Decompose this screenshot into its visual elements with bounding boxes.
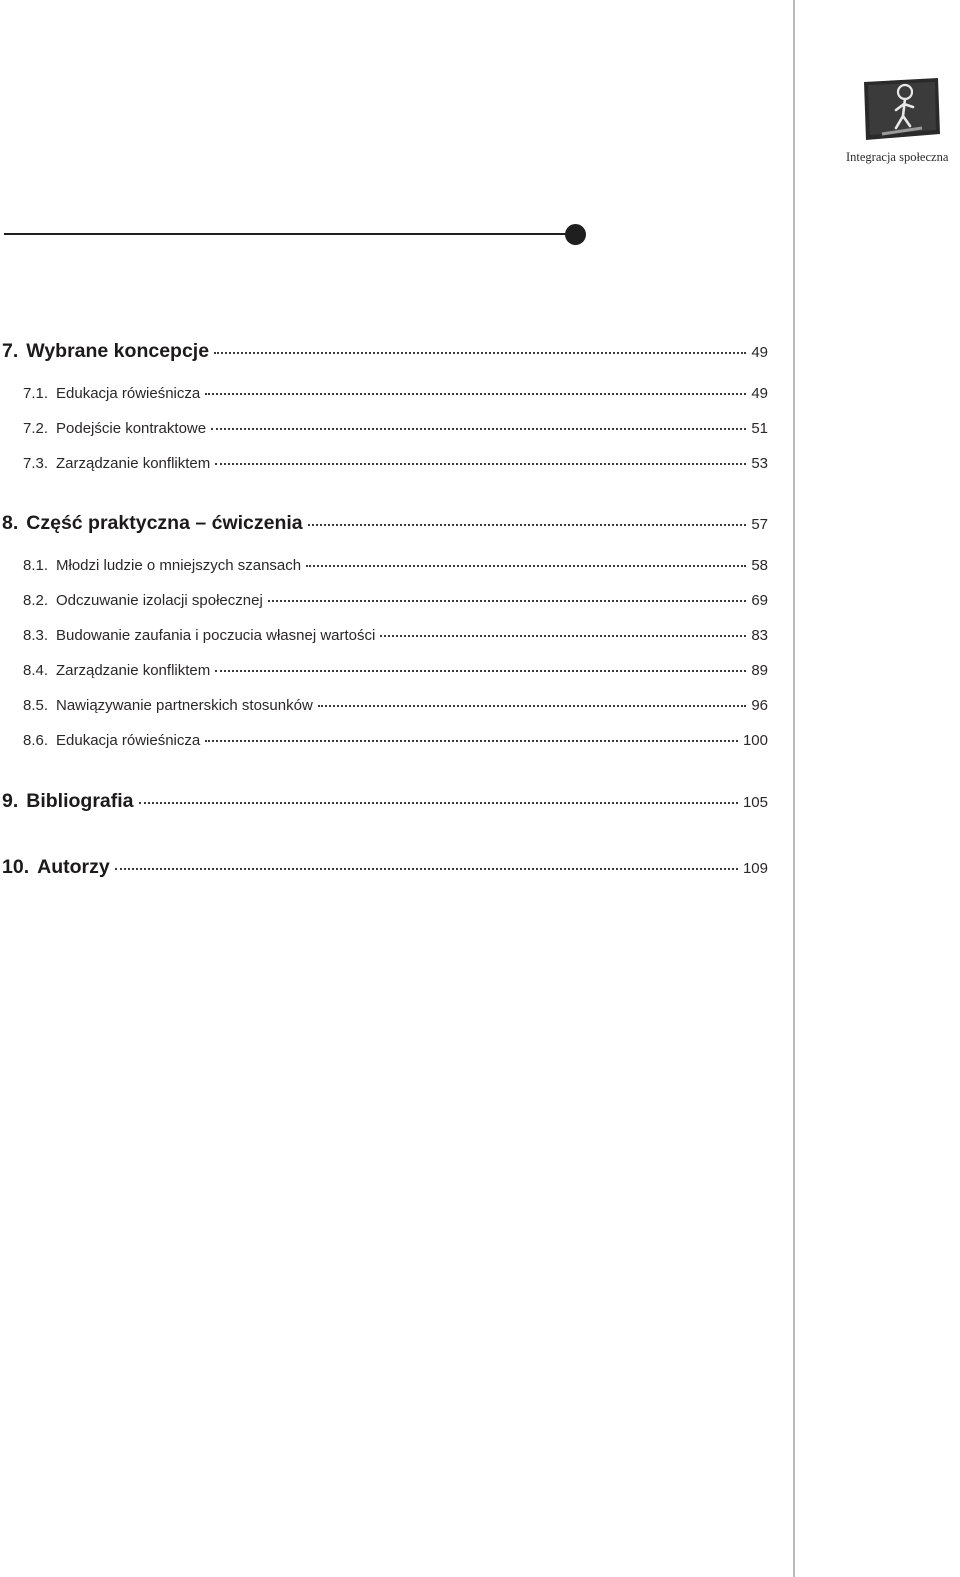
toc-title: Edukacja rówieśnicza	[56, 385, 201, 402]
toc-entry-8-4[interactable]	[0, 662, 768, 679]
toc-page: 49	[751, 385, 768, 402]
toc-page: 53	[751, 455, 768, 472]
toc-page: 89	[751, 662, 768, 679]
toc-number: 8.5.	[23, 697, 49, 714]
toc-page: 69	[751, 592, 768, 609]
toc-entry-8-6[interactable]	[0, 732, 768, 749]
dot-leader	[139, 802, 738, 804]
toc-number: 8.	[2, 512, 19, 534]
toc-entry-8[interactable]	[0, 512, 768, 535]
toc-number: 7.	[2, 340, 19, 362]
toc-number: 8.3.	[23, 627, 49, 644]
toc-title: Nawiązywanie partnerskich stosunków	[56, 697, 313, 714]
dot-leader	[205, 393, 746, 395]
toc-page: 96	[751, 697, 768, 714]
toc-number: 7.1.	[23, 385, 49, 402]
toc-entry-8-1[interactable]	[0, 557, 768, 574]
toc-entry-8-3[interactable]	[0, 627, 768, 644]
toc-page: 58	[751, 557, 768, 574]
dot-leader	[318, 705, 747, 707]
toc-title: Młodzi ludzie o mniejszych szansach	[56, 557, 302, 574]
toc-entry-7[interactable]	[0, 340, 768, 363]
header-rule-dot	[565, 224, 586, 245]
header-rule	[4, 233, 570, 235]
toc-number: 8.4.	[23, 662, 49, 679]
toc-page: 51	[751, 420, 768, 437]
dot-leader	[214, 352, 746, 354]
dot-leader	[380, 635, 746, 637]
toc-page: 57	[751, 516, 768, 533]
dot-leader	[215, 670, 746, 672]
toc-number: 7.2.	[23, 420, 49, 437]
toc-number: 8.2.	[23, 592, 49, 609]
toc-title: Wybrane koncepcje	[26, 340, 210, 362]
dot-leader	[215, 463, 746, 465]
toc-title: Podejście kontraktowe	[56, 420, 207, 437]
toc-entry-8-2[interactable]	[0, 592, 768, 609]
toc-entry-7-2[interactable]	[0, 420, 768, 437]
toc-entry-7-1[interactable]	[0, 385, 768, 402]
toc-page: 83	[751, 627, 768, 644]
vertical-margin-rule	[793, 0, 795, 1577]
toc-number: 7.3.	[23, 455, 49, 472]
toc-number: 9.	[2, 790, 19, 812]
toc-page: 100	[742, 732, 768, 749]
toc-entry-9[interactable]	[0, 790, 768, 813]
dot-leader	[205, 740, 738, 742]
dot-leader	[211, 428, 746, 430]
toc-title: Edukacja rówieśnicza	[56, 732, 201, 749]
toc-entry-10[interactable]	[0, 856, 768, 879]
toc-page: 109	[742, 860, 768, 877]
toc-title: Autorzy	[37, 856, 110, 878]
toc-title: Budowanie zaufania i poczucia własnej wartości	[56, 627, 376, 644]
toc-title: Część praktyczna – ćwiczenia	[26, 512, 303, 534]
toc-number: 10.	[2, 856, 30, 878]
dot-leader	[306, 565, 746, 567]
toc-title: Zarządzanie konfliktem	[56, 455, 211, 472]
toc-entry-7-3[interactable]	[0, 455, 768, 472]
toc-number: 8.1.	[23, 557, 49, 574]
toc-page: 105	[742, 794, 768, 811]
toc-title: Bibliografia	[26, 790, 134, 812]
toc-page: 49	[751, 344, 768, 361]
toc-entry-8-5[interactable]	[0, 697, 768, 714]
section-caption: Integracja społeczna	[846, 150, 949, 164]
dot-leader	[268, 600, 747, 602]
toc-number: 8.6.	[23, 732, 49, 749]
person-on-flag-icon	[860, 76, 942, 144]
toc-title: Zarządzanie konfliktem	[56, 662, 211, 679]
dot-leader	[308, 524, 747, 526]
toc-title: Odczuwanie izolacji społecznej	[56, 592, 263, 609]
dot-leader	[115, 868, 738, 870]
